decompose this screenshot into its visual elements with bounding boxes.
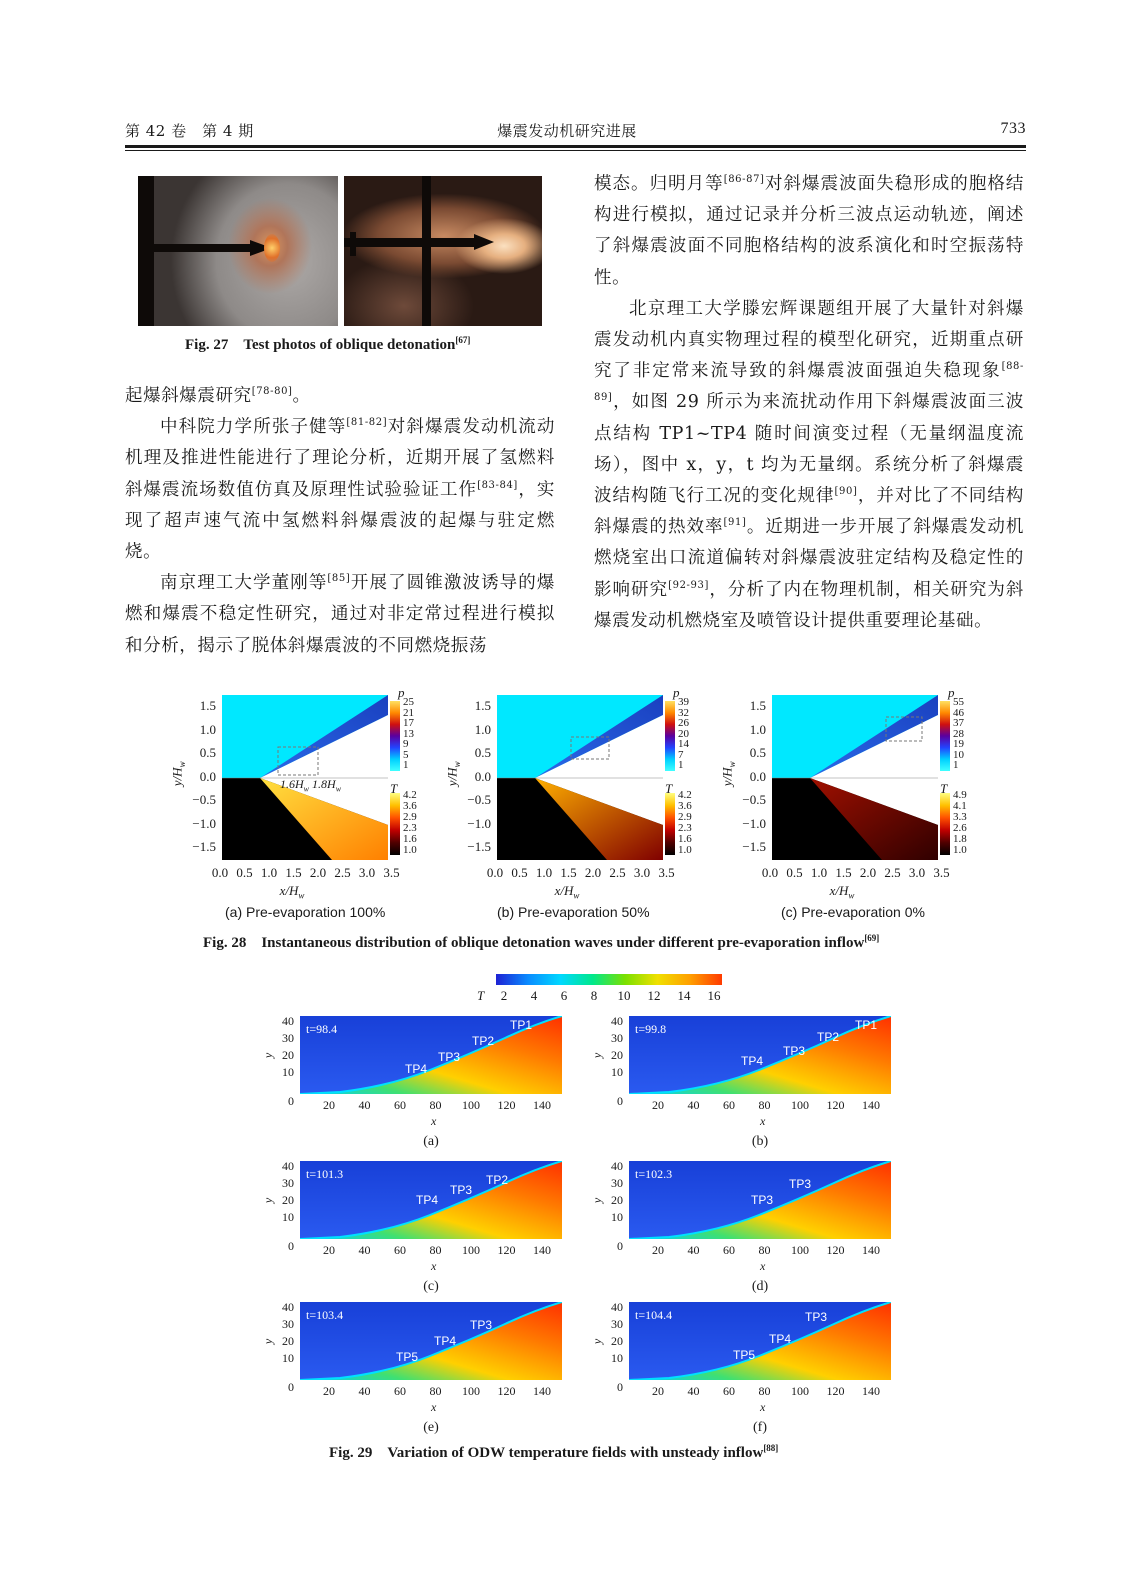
fig28-panel-b	[444, 685, 707, 908]
temperature-colorbar-tick: 3.6	[403, 800, 417, 812]
x-tick-label: 0.0	[211, 865, 229, 880]
x-tick-label: 3.0	[908, 865, 926, 880]
pressure-colorbar-tick: 19	[953, 738, 964, 750]
temperature-colorbar-tick: 1.6	[403, 833, 417, 845]
y-tick-label: −0.5	[192, 792, 216, 807]
y-tick-label: −1.5	[192, 839, 216, 854]
wedge-shaft	[138, 244, 250, 252]
fig29-subcaption: (a)	[423, 1134, 439, 1149]
x-tick-label: 40	[687, 1384, 700, 1398]
y-axis-label: y	[590, 1338, 605, 1345]
y-tick-label: 40	[282, 1300, 294, 1314]
pressure-colorbar-name: p	[673, 685, 680, 700]
y-tick-label: 40	[282, 1159, 294, 1173]
x-tick-label: 60	[394, 1243, 406, 1257]
y-axis-label: $y/H_w$	[169, 761, 188, 787]
x-tick-label: 140	[533, 1384, 551, 1398]
x-tick-label: 40	[358, 1098, 371, 1112]
triple-point-label: TP5	[733, 1348, 756, 1362]
contour-svg	[497, 695, 663, 860]
x-tick-label: 0.5	[236, 865, 253, 880]
fig29-panel-b	[591, 1016, 891, 1156]
x-tick-label: 20	[323, 1384, 335, 1398]
time-label: t=98.4	[306, 1022, 338, 1036]
y-tick-label: 20	[611, 1334, 623, 1348]
x-tick-label: 60	[723, 1243, 735, 1257]
x-tick-label: 140	[533, 1243, 551, 1257]
colorbar-tick-label: 4	[530, 988, 538, 1003]
x-tick-label: 3.0	[633, 865, 651, 880]
temperature-colorbar-name: T	[665, 781, 673, 796]
x-axis-label: x	[760, 1259, 766, 1273]
triple-point-label: TP3	[783, 1044, 806, 1058]
y-tick-label: 20	[282, 1048, 294, 1062]
y-tick-label: 20	[282, 1193, 294, 1207]
triple-point-label: TP3	[805, 1310, 828, 1324]
y-tick-label: 20	[611, 1048, 623, 1062]
temperature-colorbar-tick: 1.6	[678, 833, 692, 845]
x-axis-label: x	[760, 1400, 766, 1414]
fig29-subcaption: (c)	[423, 1279, 439, 1294]
x-tick-label: 0.0	[761, 865, 779, 880]
x-tick-label: 100	[791, 1098, 809, 1112]
fig28-panel-a	[169, 685, 432, 908]
fig29-panel-a	[262, 1016, 562, 1156]
wedge-shaft	[344, 238, 474, 247]
y-axis-label: y	[261, 1052, 276, 1059]
fig29-panel-d	[591, 1161, 891, 1301]
y-tick-label: 0.5	[199, 745, 216, 760]
temperature-colorbar-tick: 4.2	[678, 789, 692, 801]
y-tick-label: 1.0	[749, 721, 766, 737]
fig29-subcaption: (e)	[423, 1420, 439, 1435]
x-tick-label: 140	[862, 1098, 880, 1112]
x-tick-label: 2.5	[334, 865, 351, 880]
header-rule-thin	[125, 150, 1026, 151]
y-tick-label: 30	[282, 1176, 294, 1190]
x-tick-label: 40	[687, 1243, 700, 1257]
colorbar-tick-label: 12	[647, 988, 661, 1003]
contour-svg	[772, 695, 938, 860]
x-tick-label: 60	[394, 1384, 406, 1398]
flame-glow	[264, 234, 280, 262]
y-tick-label: 0.0	[474, 768, 491, 784]
pressure-colorbar-tick: 20	[678, 727, 689, 740]
paragraph: 起爆斜爆震研究[78-80]。	[125, 386, 311, 406]
x-tick-label: 3.5	[383, 865, 400, 880]
x-tick-label: 140	[533, 1098, 551, 1112]
temperature-colorbar-name: T	[390, 781, 398, 796]
y-tick-label: 0	[617, 1239, 623, 1253]
x-tick-label: 2.0	[859, 865, 877, 880]
triple-point-label: TP4	[769, 1332, 792, 1346]
x-tick-label: 1.5	[560, 865, 577, 880]
colorbar-tick-label: 2	[500, 988, 508, 1003]
x-tick-label: 100	[462, 1098, 480, 1112]
x-tick-label: 120	[497, 1384, 516, 1398]
fig29-colorbar	[496, 974, 722, 985]
x-tick-label: 1.5	[835, 865, 852, 880]
paragraph: 中科院力学所张子健等[81-82]对斜爆震发动机流动机理及推进性能进行了理论分析，近期开展了氢燃料斜爆震流场数值仿真及原理性试验验证工作[83-84]，实现了超声速气流中氢燃料斜爆震波的起爆与驻定燃烧。	[125, 417, 556, 563]
fig29-colorbar-name: T	[477, 988, 485, 1003]
temperature-colorbar-tick: 3.3	[953, 811, 967, 823]
colorbar-tick-label: 14	[677, 988, 691, 1003]
x-axis-label: $x/H_w$	[554, 883, 580, 901]
y-axis-label: y	[590, 1052, 605, 1059]
pressure-colorbar-tick: 7	[678, 748, 684, 761]
y-tick-label: 30	[611, 1176, 623, 1190]
y-tick-label: −0.5	[742, 792, 766, 807]
triple-point-label: TP3	[751, 1193, 774, 1207]
colorbar-tick-label: 6	[560, 988, 568, 1003]
y-tick-label: −1.0	[192, 815, 216, 831]
x-tick-label: 40	[687, 1098, 700, 1112]
y-tick-label: −0.5	[467, 792, 491, 807]
x-tick-label: 20	[323, 1098, 335, 1112]
pressure-colorbar-tick: 5	[403, 748, 409, 761]
temperature-colorbar-tick: 2.9	[403, 811, 417, 823]
fig29-panel-f	[591, 1302, 891, 1442]
y-tick-label: 0.0	[199, 768, 216, 784]
triple-point-label: TP3	[450, 1183, 473, 1197]
y-tick-label: 10	[611, 1351, 623, 1365]
time-label: t=103.4	[306, 1308, 344, 1322]
pressure-colorbar-tick: 32	[678, 706, 689, 719]
y-tick-label: −1.0	[742, 815, 766, 831]
temperature-colorbar-tick: 1.0	[953, 844, 967, 856]
pressure-colorbar	[665, 701, 675, 771]
x-axis-label: x	[760, 1114, 766, 1128]
wedge-tip	[474, 234, 494, 250]
x-tick-label: 20	[323, 1243, 335, 1257]
paragraph: 模态。归明月等[86-87]对斜爆震波面失稳形成的胞格结构进行模拟，通过记录并分析三波点运动轨迹，阐述了斜爆震波面不同胞格结构的波系演化和时空振荡特性。	[594, 174, 1024, 288]
x-tick-label: 2.0	[584, 865, 602, 880]
x-tick-label: 100	[462, 1243, 480, 1257]
y-tick-label: 1.0	[199, 721, 216, 737]
x-tick-label: 2.5	[609, 865, 626, 880]
triple-point-label: TP3	[438, 1050, 461, 1064]
oblique-detonation-photo-2	[344, 176, 542, 326]
temperature-colorbar-tick: 1.8	[953, 833, 967, 845]
temperature-colorbar-tick: 2.9	[678, 811, 692, 823]
fig28-caption: Fig. 28 Instantaneous distribution of oblique detonation waves under different pre-evaporation inflow[69]	[203, 933, 880, 951]
y-tick-label: 0.5	[749, 745, 766, 760]
triple-point-label: TP4	[405, 1062, 428, 1076]
temperature-colorbar	[940, 793, 950, 855]
temperature-colorbar-name: T	[940, 781, 948, 796]
x-tick-label: 100	[791, 1384, 809, 1398]
oblique-detonation-photo-1	[138, 176, 338, 326]
triple-point-label: TP1	[855, 1018, 878, 1032]
time-label: t=99.8	[635, 1022, 667, 1036]
x-tick-label: 100	[791, 1243, 809, 1257]
paragraph: 南京理工大学董刚等[85]开展了圆锥激波诱导的爆燃和爆震不稳定性研究，通过对非定常过程进行模拟和分析，揭示了脱体斜爆震波的不同燃烧振荡	[125, 573, 555, 656]
fig29-subcaption: (f)	[753, 1420, 767, 1435]
y-tick-label: −1.5	[742, 839, 766, 854]
distance-annotation: $1.6H_w$ $1.8H_w$	[280, 777, 342, 794]
y-tick-label: 0	[617, 1094, 623, 1108]
triple-point-label: TP4	[416, 1193, 439, 1207]
pressure-colorbar-tick: 14	[678, 738, 689, 750]
page-number: 733	[1000, 120, 1026, 137]
x-tick-label: 80	[429, 1384, 442, 1398]
pressure-colorbar-tick: 25	[403, 696, 414, 708]
x-tick-label: 3.5	[933, 865, 950, 880]
x-tick-label: 60	[394, 1098, 406, 1112]
fig28-panel-c	[719, 685, 982, 908]
x-tick-label: 20	[652, 1384, 664, 1398]
fig28-subcaption: (b) Pre-evaporation 50%	[497, 904, 650, 920]
pressure-colorbar-tick: 1	[953, 759, 959, 771]
x-tick-label: 0.0	[486, 865, 504, 880]
y-tick-label: 0	[288, 1094, 294, 1108]
fig29-caption: Fig. 29 Variation of ODW temperature fields with unsteady inflow[88]	[329, 1443, 779, 1461]
x-tick-label: 80	[429, 1243, 442, 1257]
time-label: t=101.3	[306, 1167, 344, 1181]
contour-plot	[497, 695, 663, 860]
x-axis-label: $x/H_w$	[829, 883, 855, 901]
fig28-subcaption: (c) Pre-evaporation 0%	[781, 904, 925, 920]
x-tick-label: 100	[462, 1384, 480, 1398]
x-axis-label: x	[431, 1259, 437, 1273]
x-tick-label: 80	[758, 1384, 771, 1398]
pressure-colorbar-tick: 1	[403, 759, 409, 771]
y-tick-label: 1.5	[749, 698, 766, 713]
pressure-colorbar	[390, 701, 400, 771]
y-axis-label: y	[261, 1197, 276, 1204]
pressure-colorbar-tick: 28	[953, 727, 964, 740]
x-tick-label: 1.0	[535, 865, 553, 880]
x-tick-label: 1.5	[285, 865, 302, 880]
y-tick-label: 40	[611, 1159, 623, 1173]
temperature-colorbar-tick: 2.6	[953, 822, 967, 834]
temperature-colorbar-tick: 2.3	[403, 822, 417, 834]
y-tick-label: 10	[282, 1210, 294, 1224]
x-tick-label: 80	[429, 1098, 442, 1112]
triple-point-label: TP1	[510, 1018, 533, 1032]
x-axis-label: x	[431, 1400, 437, 1414]
temperature-colorbar	[390, 793, 400, 855]
x-tick-label: 60	[723, 1384, 735, 1398]
contour-plot	[772, 695, 938, 860]
temperature-colorbar-tick: 1.0	[403, 844, 417, 856]
y-tick-label: 1.0	[474, 721, 491, 737]
y-tick-label: 1.5	[474, 698, 491, 713]
pressure-colorbar-tick: 46	[953, 706, 964, 719]
x-tick-label: 1.0	[810, 865, 828, 880]
pressure-colorbar-name: p	[398, 685, 405, 700]
y-tick-label: 0	[617, 1380, 623, 1394]
x-tick-label: 2.5	[884, 865, 901, 880]
x-tick-label: 140	[862, 1243, 880, 1257]
triple-point-label: TP3	[789, 1177, 812, 1191]
x-tick-label: 120	[826, 1098, 845, 1112]
support-strut	[350, 232, 356, 256]
triple-point-label: TP2	[472, 1034, 495, 1048]
pressure-colorbar-tick: 13	[403, 727, 414, 740]
triple-point-label: TP4	[434, 1334, 457, 1348]
y-tick-label: −1.0	[467, 815, 491, 831]
x-tick-label: 40	[358, 1243, 371, 1257]
temperature-colorbar-tick: 2.3	[678, 822, 692, 834]
y-tick-label: 30	[282, 1031, 294, 1045]
y-tick-label: 10	[611, 1210, 623, 1224]
pressure-colorbar-tick: 55	[953, 696, 964, 708]
x-tick-label: 60	[723, 1098, 735, 1112]
x-tick-label: 3.5	[658, 865, 675, 880]
triple-point-label: TP2	[817, 1030, 840, 1044]
colorbar-tick-label: 16	[707, 988, 721, 1003]
temperature-colorbar-tick: 4.1	[953, 800, 967, 812]
fig29-subcaption: (d)	[751, 1279, 769, 1294]
pressure-colorbar-tick: 17	[403, 717, 414, 729]
running-title: 爆震发动机研究进展	[497, 122, 637, 140]
x-tick-label: 120	[826, 1384, 845, 1398]
y-tick-label: 0.5	[474, 745, 491, 760]
x-tick-label: 1.0	[260, 865, 278, 880]
test-rig-post	[422, 176, 431, 326]
pressure-colorbar-tick: 26	[678, 717, 689, 729]
x-tick-label: 20	[652, 1243, 664, 1257]
y-tick-label: 10	[282, 1351, 294, 1365]
x-tick-label: 140	[862, 1384, 880, 1398]
y-tick-label: 20	[611, 1193, 623, 1207]
temperature-colorbar-tick: 4.9	[953, 789, 967, 801]
temperature-colorbar	[665, 793, 675, 855]
fig29-panel-c	[262, 1161, 562, 1301]
fig28-subcaption: (a) Pre-evaporation 100%	[225, 904, 386, 920]
y-tick-label: 0.0	[749, 768, 766, 784]
y-tick-label: 30	[611, 1317, 623, 1331]
time-label: t=104.4	[635, 1308, 673, 1322]
y-tick-label: 10	[282, 1065, 294, 1079]
fig27-caption: Fig. 27 Test photos of oblique detonation[67]	[185, 335, 471, 353]
fig29-subcaption: (b)	[751, 1134, 769, 1149]
y-axis-label: y	[590, 1197, 605, 1204]
x-tick-label: 20	[652, 1098, 664, 1112]
x-tick-label: 2.0	[309, 865, 327, 880]
triple-point-label: TP2	[486, 1173, 509, 1187]
x-tick-label: 80	[758, 1243, 771, 1257]
temperature-colorbar-tick: 3.6	[678, 800, 692, 812]
temperature-colorbar-tick: 4.2	[403, 789, 417, 801]
pressure-colorbar-tick: 1	[678, 759, 684, 771]
pressure-colorbar-tick: 10	[953, 748, 964, 761]
triple-point-label: TP4	[741, 1054, 764, 1068]
y-tick-label: 30	[611, 1031, 623, 1045]
temperature-colorbar-tick: 1.0	[678, 844, 692, 856]
x-tick-label: 0.5	[511, 865, 528, 880]
y-tick-label: 0	[288, 1239, 294, 1253]
pressure-colorbar	[940, 701, 950, 771]
pressure-colorbar-tick: 9	[403, 738, 409, 750]
y-tick-label: −1.5	[467, 839, 491, 854]
y-tick-label: 10	[611, 1065, 623, 1079]
y-tick-label: 40	[282, 1014, 294, 1028]
right-column-text	[594, 169, 1024, 637]
left-column-text	[125, 381, 555, 662]
pressure-colorbar-tick: 37	[953, 717, 964, 729]
y-axis-label: $y/H_w$	[444, 761, 463, 787]
x-tick-label: 120	[497, 1098, 516, 1112]
y-axis-label: $y/H_w$	[719, 761, 738, 787]
y-tick-label: 20	[282, 1334, 294, 1348]
x-tick-label: 0.5	[786, 865, 803, 880]
fig29-panel-e	[262, 1302, 562, 1442]
journal-volume-issue: 第 42 卷 第 4 期	[125, 122, 254, 140]
y-tick-label: 40	[611, 1300, 623, 1314]
x-tick-label: 80	[758, 1098, 771, 1112]
header-rule-thick	[125, 145, 1026, 148]
y-axis-label: y	[261, 1338, 276, 1345]
colorbar-tick-label: 10	[617, 988, 631, 1003]
x-axis-label: x	[431, 1114, 437, 1128]
y-tick-label: 1.5	[199, 698, 216, 713]
x-tick-label: 120	[497, 1243, 516, 1257]
x-axis-label: $x/H_w$	[279, 883, 305, 901]
y-tick-label: 0	[288, 1380, 294, 1394]
colorbar-tick-label: 8	[590, 988, 598, 1003]
x-tick-label: 40	[358, 1384, 371, 1398]
y-tick-label: 40	[611, 1014, 623, 1028]
paragraph: 北京理工大学滕宏辉课题组开展了大量针对斜爆震发动机内真实物理过程的模型化研究，近期重点研究了非定常来流导致的斜爆震波面强迫失稳现象[88-89]，如图 29 所示为来流扰动作用下斜爆震波面三波点结构 TP1~TP4 随时间演变过程（无量纲温度流场），图中 x，y，t 均为无量纲。系统分析了斜爆震波结构随飞行工况的变化规律[90]，并对比了不同结构斜爆震的热效率[91]。近期进一步开展了斜爆震发动机燃烧室出口流道偏转对斜爆震波驻定结构及稳定性的影响研究[92-93]，分析了内在物理机制，相关研究为斜爆震发动机燃烧室及喷管设计提供重要理论基础。	[594, 298, 1025, 631]
y-tick-label: 30	[282, 1317, 294, 1331]
triple-point-label: TP3	[470, 1318, 493, 1332]
pressure-colorbar-tick: 39	[678, 696, 689, 708]
triple-point-label: TP5	[396, 1350, 419, 1364]
x-tick-label: 120	[826, 1243, 845, 1257]
x-tick-label: 3.0	[358, 865, 376, 880]
pressure-colorbar-tick: 21	[403, 706, 414, 719]
time-label: t=102.3	[635, 1167, 673, 1181]
pressure-colorbar-name: p	[948, 685, 955, 700]
